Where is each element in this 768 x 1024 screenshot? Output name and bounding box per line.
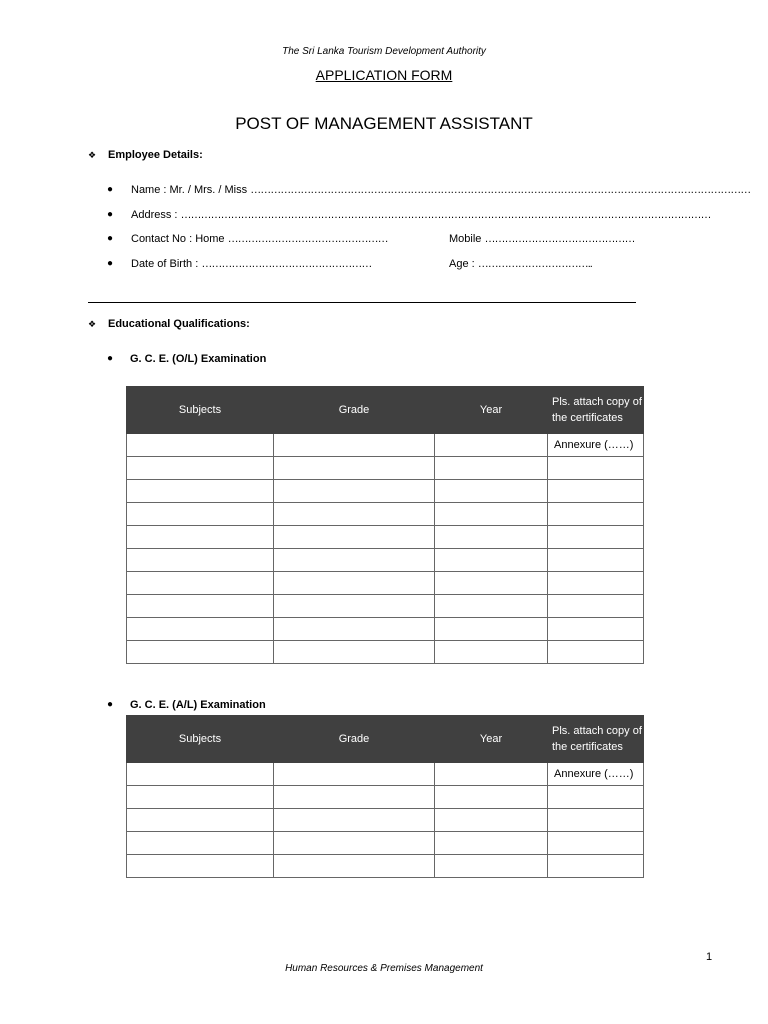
attachment-cell[interactable] <box>548 641 644 664</box>
attach-column-header: Pls. attach copy of the certificates <box>548 716 644 763</box>
address-field[interactable] <box>131 209 711 221</box>
year-cell[interactable] <box>435 549 548 572</box>
attachment-cell[interactable] <box>548 809 644 832</box>
contact-home-field[interactable] <box>131 233 388 245</box>
attachment-cell[interactable] <box>548 457 644 480</box>
table-row <box>127 526 644 549</box>
year-cell[interactable] <box>435 503 548 526</box>
annexure-label: Annexure (……) <box>554 768 634 780</box>
mobile-field[interactable] <box>449 233 634 245</box>
subject-cell[interactable] <box>127 618 274 641</box>
year-cell[interactable] <box>435 526 548 549</box>
subjects-column-header: Subjects <box>127 716 274 763</box>
attachment-cell[interactable] <box>548 786 644 809</box>
bullet-icon: ● <box>107 353 114 364</box>
subject-cell[interactable] <box>127 549 274 572</box>
subject-cell[interactable] <box>127 809 274 832</box>
al-exam-label: G. C. E. (A/L) Examination <box>130 699 266 711</box>
educational-qualifications-heading <box>88 318 250 330</box>
subjects-column-header: Subjects <box>127 387 274 434</box>
grade-cell[interactable] <box>274 641 435 664</box>
subject-cell[interactable] <box>127 763 274 786</box>
bullet-icon: ● <box>107 184 114 195</box>
attachment-cell[interactable] <box>548 763 644 786</box>
table-row <box>127 503 644 526</box>
subject-cell[interactable] <box>127 572 274 595</box>
table-row <box>127 572 644 595</box>
bullet-icon: ● <box>107 699 114 710</box>
attachment-cell[interactable] <box>548 618 644 641</box>
table-row <box>127 480 644 503</box>
year-cell[interactable] <box>435 595 548 618</box>
mobile-dots: ……………………………………… <box>484 233 635 245</box>
contact-label: Contact No : Home <box>131 233 225 245</box>
table-header-row <box>127 716 644 763</box>
attachment-cell[interactable] <box>548 503 644 526</box>
table-row <box>127 549 644 572</box>
dob-field[interactable] <box>131 258 371 270</box>
grade-cell[interactable] <box>274 434 435 457</box>
subject-cell[interactable] <box>127 786 274 809</box>
age-dots: …………………………….. <box>477 258 592 270</box>
mobile-label: Mobile <box>449 233 482 245</box>
diamond-bullet-icon: ❖ <box>88 318 97 329</box>
address-dots: …………………………………………………………………………………………………………………………………………… <box>180 209 711 221</box>
grade-cell[interactable] <box>274 855 435 878</box>
grade-cell[interactable] <box>274 503 435 526</box>
bullet-icon: ● <box>107 258 114 269</box>
table-row <box>127 457 644 480</box>
attachment-cell[interactable] <box>548 595 644 618</box>
table-header-row <box>127 387 644 434</box>
subject-cell[interactable] <box>127 457 274 480</box>
table-row <box>127 763 644 786</box>
year-cell[interactable] <box>435 434 548 457</box>
subject-cell[interactable] <box>127 480 274 503</box>
year-column-header: Year <box>435 387 548 434</box>
year-cell[interactable] <box>435 786 548 809</box>
subject-cell[interactable] <box>127 526 274 549</box>
grade-column-header: Grade <box>274 387 435 434</box>
dob-label: Date of Birth : <box>131 258 199 270</box>
grade-cell[interactable] <box>274 763 435 786</box>
grade-cell[interactable] <box>274 786 435 809</box>
ol-results-table <box>126 386 644 664</box>
table-row <box>127 618 644 641</box>
year-column-header: Year <box>435 716 548 763</box>
attach-column-header: Pls. attach copy of the certificates <box>548 387 644 434</box>
attachment-cell[interactable] <box>548 572 644 595</box>
table-row <box>127 434 644 457</box>
dob-dots: …………………………………………… <box>201 258 372 270</box>
year-cell[interactable] <box>435 457 548 480</box>
educational-qualifications-label: Educational Qualifications: <box>108 318 250 330</box>
year-cell[interactable] <box>435 641 548 664</box>
year-cell[interactable] <box>435 809 548 832</box>
subject-cell[interactable] <box>127 855 274 878</box>
grade-cell[interactable] <box>274 549 435 572</box>
employee-details-label: Employee Details: <box>108 149 203 161</box>
section-divider <box>88 302 636 303</box>
grade-cell[interactable] <box>274 572 435 595</box>
bullet-icon: ● <box>107 233 114 244</box>
attachment-cell[interactable] <box>548 832 644 855</box>
subject-cell[interactable] <box>127 434 274 457</box>
year-cell[interactable] <box>435 832 548 855</box>
table-row <box>127 595 644 618</box>
subject-cell[interactable] <box>127 641 274 664</box>
name-dots: …………………………………………………………………………………………………………………………………… <box>250 184 751 196</box>
post-title: POST OF MANAGEMENT ASSISTANT <box>235 114 533 133</box>
authority-header: The Sri Lanka Tourism Development Authority <box>282 46 486 57</box>
year-cell[interactable] <box>435 618 548 641</box>
year-cell[interactable] <box>435 763 548 786</box>
subject-cell[interactable] <box>127 595 274 618</box>
grade-cell[interactable] <box>274 595 435 618</box>
contact-dots: ………………………………………… <box>227 233 388 245</box>
grade-cell[interactable] <box>274 832 435 855</box>
age-label: Age : <box>449 258 475 270</box>
page-footer: Human Resources & Premises Management <box>285 963 483 974</box>
attachment-cell[interactable] <box>548 480 644 503</box>
al-results-table <box>126 715 644 878</box>
grade-cell[interactable] <box>274 480 435 503</box>
name-field[interactable] <box>131 184 750 196</box>
age-field[interactable] <box>449 258 592 270</box>
table-row <box>127 855 644 878</box>
year-cell[interactable] <box>435 855 548 878</box>
ol-exam-label: G. C. E. (O/L) Examination <box>130 353 267 365</box>
page-number: 1 <box>706 951 713 963</box>
bullet-icon: ● <box>107 209 114 220</box>
grade-cell[interactable] <box>274 809 435 832</box>
attachment-cell[interactable] <box>548 434 644 457</box>
table-row <box>127 786 644 809</box>
grade-cell[interactable] <box>274 618 435 641</box>
attachment-cell[interactable] <box>548 855 644 878</box>
table-row <box>127 809 644 832</box>
name-label: Name : Mr. / Mrs. / Miss <box>131 184 248 196</box>
attachment-cell[interactable] <box>548 549 644 572</box>
form-title: APPLICATION FORM <box>315 67 453 83</box>
grade-cell[interactable] <box>274 457 435 480</box>
address-label: Address : <box>131 209 178 221</box>
table-row <box>127 641 644 664</box>
employee-details-heading <box>88 149 203 161</box>
table-row <box>127 832 644 855</box>
year-cell[interactable] <box>435 572 548 595</box>
grade-column-header: Grade <box>274 716 435 763</box>
annexure-label: Annexure (……) <box>554 439 634 451</box>
diamond-bullet-icon: ❖ <box>88 149 97 160</box>
subject-cell[interactable] <box>127 503 274 526</box>
attachment-cell[interactable] <box>548 526 644 549</box>
year-cell[interactable] <box>435 480 548 503</box>
grade-cell[interactable] <box>274 526 435 549</box>
subject-cell[interactable] <box>127 832 274 855</box>
